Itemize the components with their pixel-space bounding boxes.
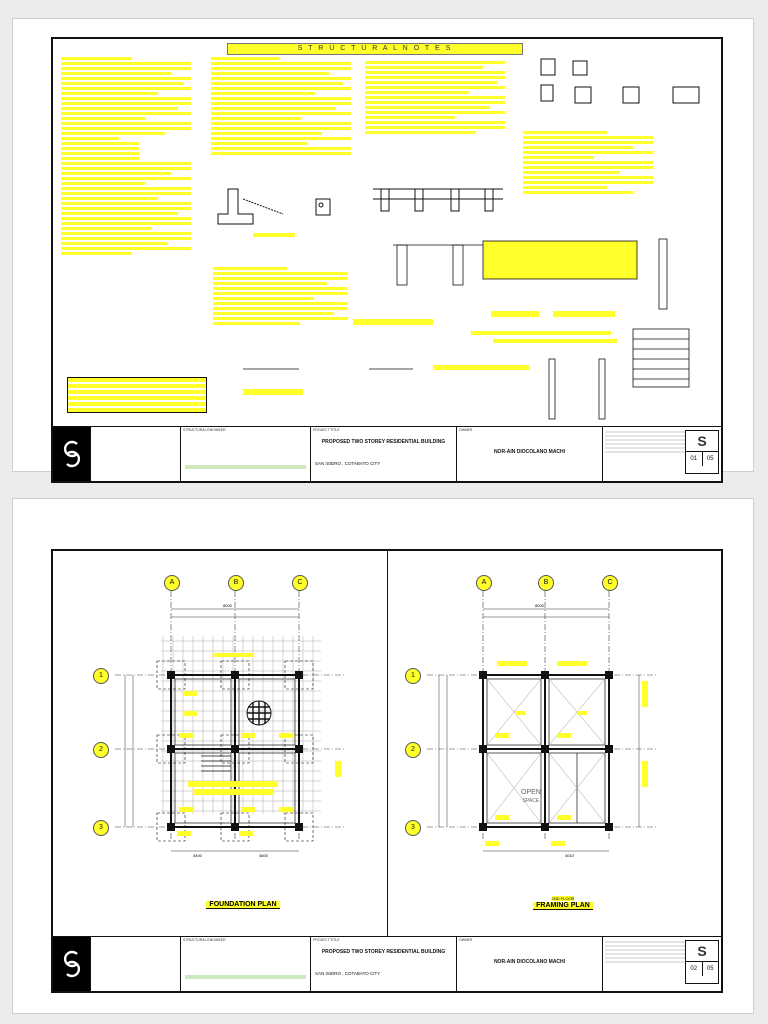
drawing-frame (51, 549, 723, 993)
structural-details-drawing (53, 39, 717, 424)
project-title: PROPOSED TWO STOREY RESIDENTIAL BUILDING (321, 949, 446, 955)
structural-engineer-cell: STRUCTURAL ENGINEER (181, 427, 311, 481)
dim-total: 8000 (223, 603, 232, 608)
dim-bay-right: 4600 (259, 853, 268, 858)
framing-grid-bubble-3: 3 (405, 820, 421, 836)
sheet-number-cell (603, 427, 721, 481)
framing-grid-bubble-1: 1 (405, 668, 421, 684)
drawing-frame (51, 37, 723, 483)
owner-name: NOR-AIN DIOCOLANO MACHI (493, 449, 566, 455)
framing-grid-bubble-b: B (538, 575, 554, 591)
dim-bay-left: 3400 (193, 853, 202, 858)
framing-plan-drawing (387, 551, 721, 936)
project-location: SAN ISIDRO , COTABATO CITY (315, 971, 381, 976)
sheet-foundation-framing (12, 498, 754, 1014)
sheet-number-cell (603, 937, 721, 991)
framing-grid-bubble-2: 2 (405, 742, 421, 758)
framing-grid-bubble-c: C (602, 575, 618, 591)
sheet-number-box: S 01 05 (685, 430, 719, 474)
open-space-label: OPEN SPACE (521, 789, 541, 804)
company-logo (53, 937, 91, 991)
owner-name: NOR-AIN DIOCOLANO MACHI (493, 959, 566, 965)
owner-cell: OWNER NOR-AIN DIOCOLANO MACHI (457, 937, 603, 991)
grid-bubble-c: C (292, 575, 308, 591)
grid-bubble-a: A (164, 575, 180, 591)
project-title: PROPOSED TWO STOREY RESIDENTIAL BUILDING (321, 439, 446, 445)
sheet-structural-notes (12, 18, 754, 472)
grid-bubble-b: B (228, 575, 244, 591)
owner-cell: OWNER NOR-AIN DIOCOLANO MACHI (457, 427, 603, 481)
sheet-number-box: S 02 05 (685, 940, 719, 984)
project-location: SAN ISIDRO , COTABATO CITY (315, 461, 381, 466)
framing-dim-total: 8000 (535, 603, 544, 608)
project-title-cell: PROJECT TITLE PROPOSED TWO STOREY RESIDENTIAL BUILDING SAN ISIDRO , COTABATO CITY (311, 427, 457, 481)
framing-dim-right: 4010 (565, 853, 574, 858)
foundation-plan-title: FOUNDATION PLAN (193, 901, 293, 908)
grid-bubble-2: 2 (93, 742, 109, 758)
grid-bubble-3: 3 (93, 820, 109, 836)
company-logo (53, 427, 91, 481)
title-block (53, 936, 721, 991)
project-title-cell: PROJECT TITLE PROPOSED TWO STOREY RESIDENTIAL BUILDING SAN ISIDRO , COTABATO CITY (311, 937, 457, 991)
framing-plan-title: 2ND FLOOR FRAMING PLAN (513, 895, 613, 909)
grid-bubble-1: 1 (93, 668, 109, 684)
framing-grid-bubble-a: A (476, 575, 492, 591)
title-block (53, 426, 721, 481)
structural-engineer-cell: STRUCTURAL ENGINEER (181, 937, 311, 991)
page-title: S T R U C T U R A L N O T E S (227, 43, 523, 55)
